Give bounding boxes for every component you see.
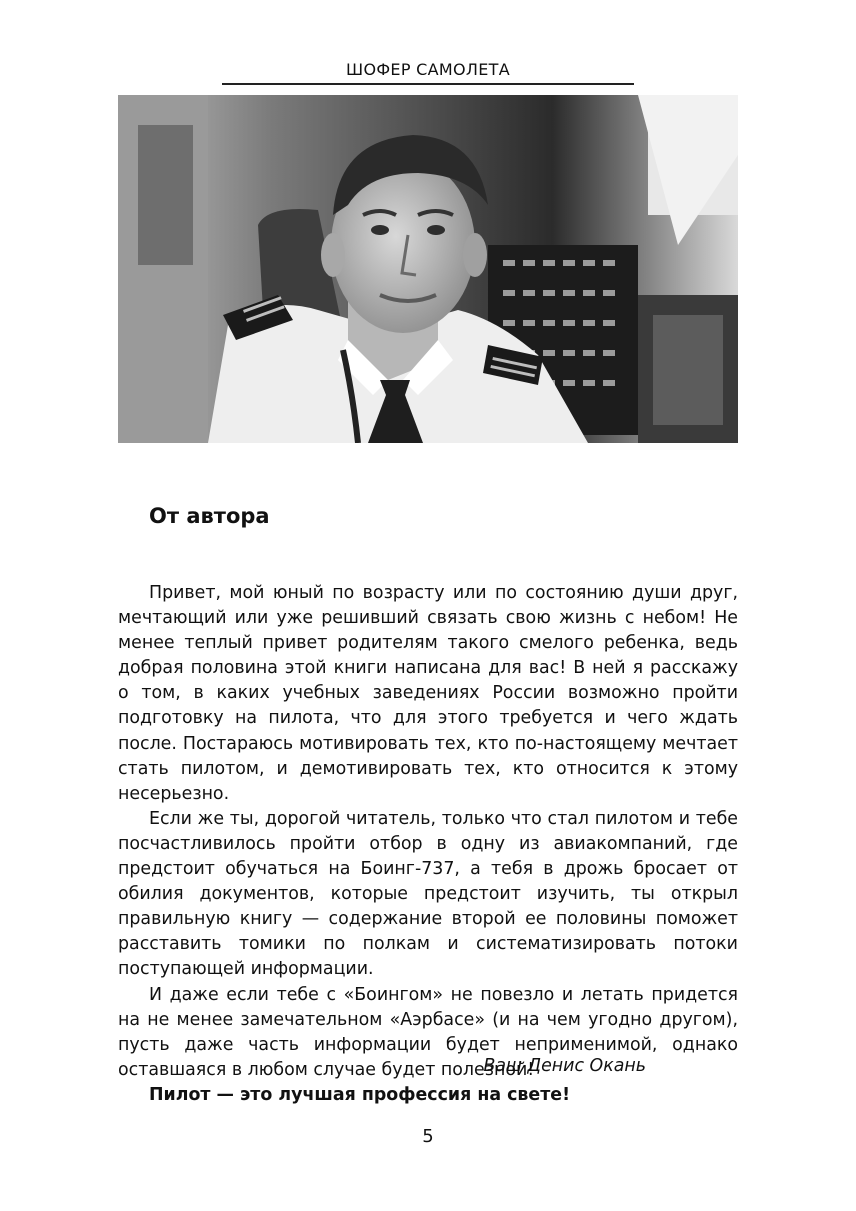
author-photo [118,95,738,443]
body-text [118,581,738,1108]
paragraph: И даже если тебе с «Боингом» не повезло и летать придется на не менее замечательном «Аэрбасе» (и на чем угодно другом), пусть даже часть информации будет неприменимой, однако оставшаяся в любом случае будет полезной! [118,984,738,1080]
author-signature: Ваш Денис Окань [483,1056,646,1076]
running-head: ШОФЕР САМОЛЕТА [346,60,510,79]
paragraph: Если же ты, дорогой читатель, только что стал пилотом и тебе посчастливилось пройти отбор в одну из авиакомпаний, где предстоит обучаться на Боинг-737, а тебя в дрожь бросает от обилия документов, которые предстоит изучить, ты открыл правильную книгу — содержание второй ее половины поможет расставить томики по полкам и систематизировать потоки поступающей информации. [118,808,738,980]
author-photo-illustration [118,95,738,443]
page-number: 5 [422,1126,434,1147]
header-rule [222,83,634,85]
section-title: От автора [149,504,270,528]
closing-statement: Пилот — это лучшая профессия на свете! [149,1084,571,1105]
paragraph: Привет, мой юный по возрасту или по состоянию души друг, мечтающий или уже решивший связать свою жизнь с небом! Не менее теплый привет родителям такого смелого ребенка, ведь добрая половина этой книги написана для вас! В ней я расскажу о том, в каких учебных заведениях России возможно пройти подготовку на пилота, что для этого требуется и чего ждать после. Постараюсь мотивировать тех, кто по-настоящему мечтает стать пилотом, и демотивировать тех, кто относится к этому несерьезно. [118,583,738,804]
